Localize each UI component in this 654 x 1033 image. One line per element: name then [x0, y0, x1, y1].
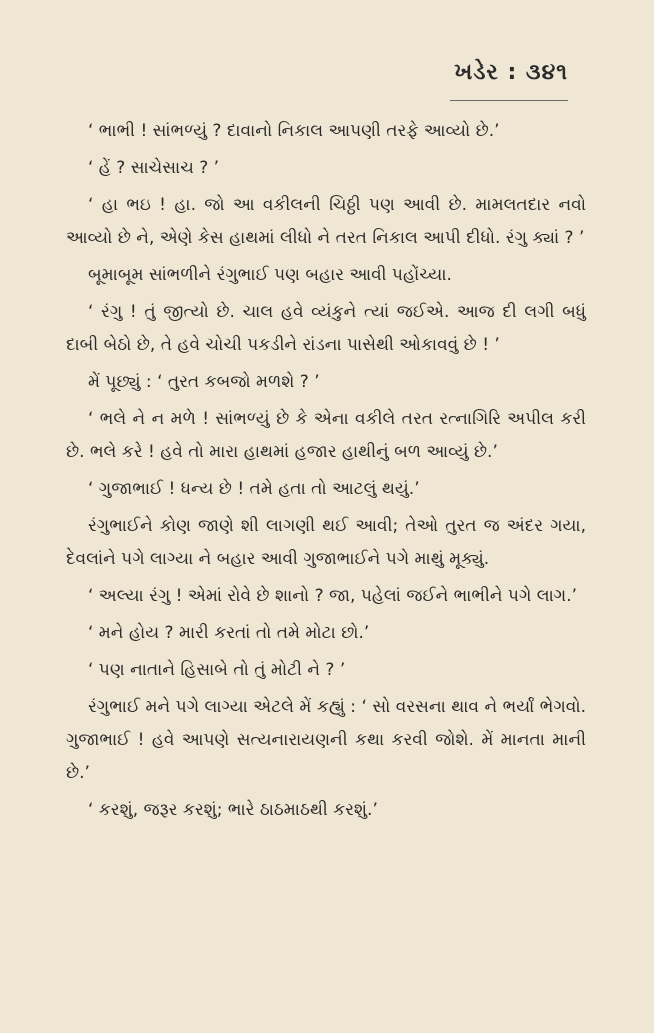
- running-head: ખડેર : ૩૪૧: [454, 60, 568, 85]
- paragraph-12: ‘ પણ નાતાને હિસાબે તો તું મોટી ને ? ’: [88, 660, 346, 680]
- paragraph-7: ‘ ભલે ને ન મળે ! સાંભળ્યું છે કે એના વકીલે તરત રત્નાગિરિ અપીલ કરી છે. ભલે કરે ! હવે તો મારા હાથમાં હજાર હાથીનું બળ આવ્યું છે.’: [66, 409, 586, 462]
- paragraph-6: મેં પૂછ્યું : ‘ તુરત કબજો મળશે ? ’: [88, 372, 320, 392]
- paragraph-14: ‘ કરશું, જરૂર કરશું; ભારે ઠાઠમાઠથી કરશું.’: [88, 800, 378, 820]
- paragraph-13: રંગુભાઈ મને પગે લાગ્યા એટલે મેં કહ્યું : ‘ સો વરસના થાવ ને ભર્યાં ભેગવો. ગુજાભાઈ ! હવે આપણે સત્યનારાયણની કથા કરવી જોશે. મેં માનતા માની છે.’: [66, 697, 586, 783]
- paragraph-10: ‘ અલ્યા રંગુ ! એમાં રોવે છે શાનો ? જા, પહેલાં જઈને ભાભીને પગે લાગ.’: [88, 586, 578, 606]
- header-rule: [450, 100, 568, 101]
- paragraph-8: ‘ ગુજાભાઈ ! ધન્ય છે ! તમે હતા તો આટલું થયું.’: [88, 479, 420, 499]
- paragraph-3: ‘ હા ભઇ ! હા. જો આ વકીલની ચિઠ્ઠી પણ આવી છે. મામલતદાર નવો આવ્યો છે ને, એણે કેસ હાથમાં લીધો ને તરત નિકાલ આપી દીધો. રંગુ ક્યાં ? ’: [66, 195, 586, 248]
- paragraph-9: રંગુભાઈને કોણ જાણે શી લાગણી થઈ આવી; તેઓ તુરત જ અંદર ગયા, દેવલાંને પગે લાગ્યા ને બહાર આવી ગુજાભાઈને પગે માથું મૂક્યું.: [66, 516, 586, 569]
- paragraph-4: બૂમાબૂમ સાંભળીને રંગુભાઈ પણ બહાર આવી પહોંચ્યા.: [88, 265, 452, 285]
- paragraph-2: ‘ હેં ? સાચેસાચ ? ’: [88, 158, 220, 178]
- paragraph-5: ‘ રંગુ ! તું જીત્યો છે. ચાલ હવે વ્યંકુને ત્યાં જઈએ. આજ દી લગી બધું દાબી બેઠો છે, તે હવે ચોચી પકડીને રાંડના પાસેથી ઓકાવવું છે ! ’: [66, 302, 586, 355]
- paragraph-11: ‘ મને હોય ? મારી કરતાં તો તમે મોટા છો.’: [88, 623, 370, 643]
- paragraph-1: ‘ ભાભી ! સાંભળ્યું ? દાવાનો નિકાલ આપણી તરફે આવ્યો છે.’: [88, 121, 500, 141]
- page-body: [66, 115, 586, 831]
